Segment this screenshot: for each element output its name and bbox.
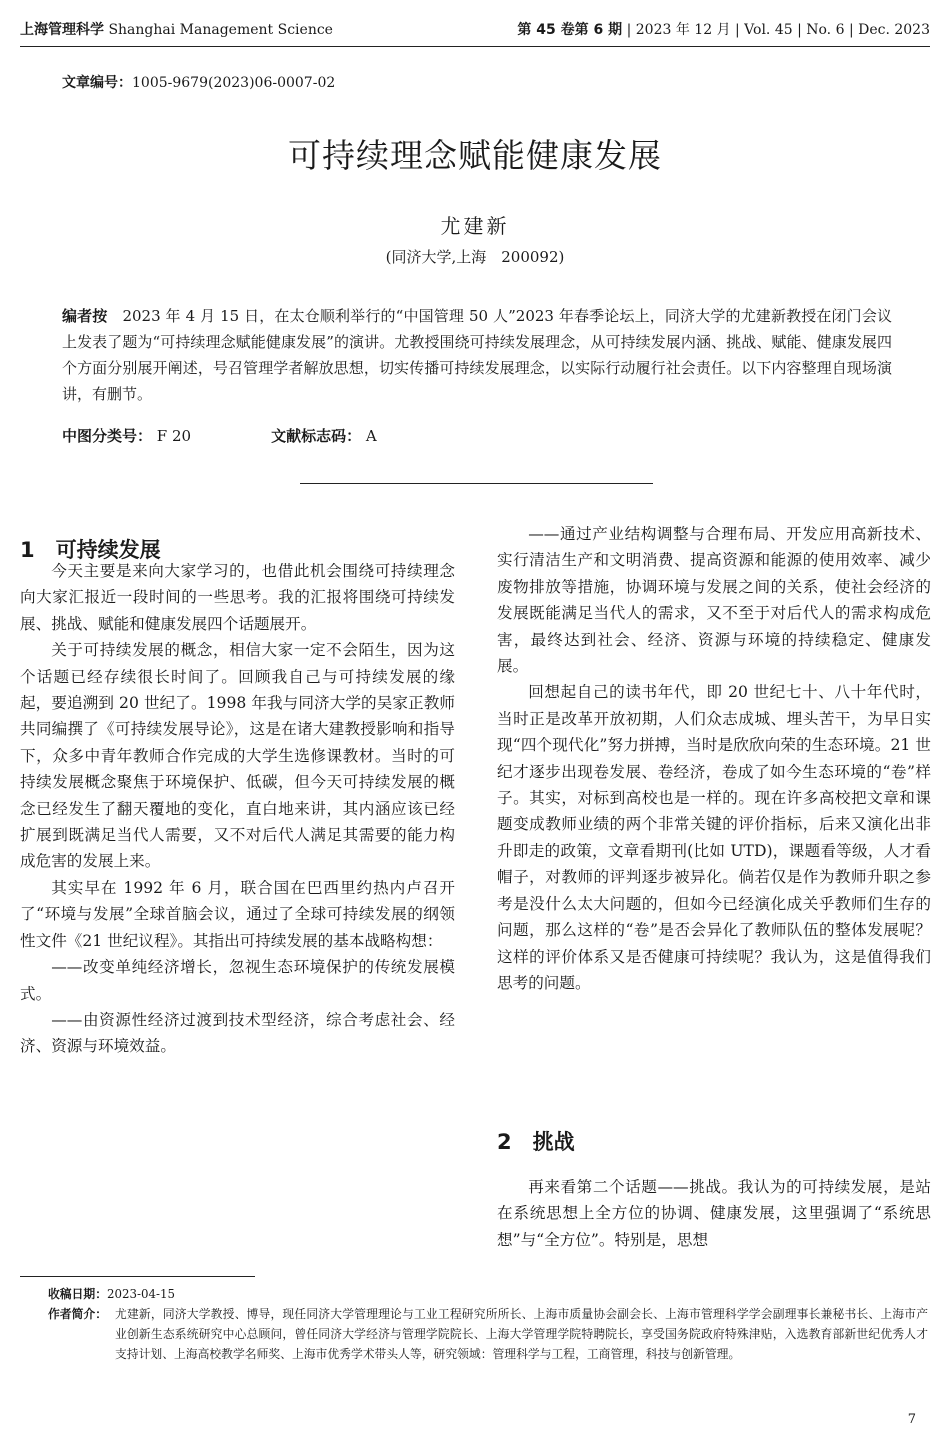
- editor-note-text: 2023 年 4 月 15 日，在太仓顺利举行的“中国管理 50 人”2023 年春季论坛上，同济大学的尤建新教授在闭门会议上发表了题为“可持续理念赋能健康发展”的演讲。尤教授围绕可持续发展理念，从可持续发展内涵、挑战、赋能、健康发展四个方面分别展开阐述，号召管理学者解放思想，切实传播可持续发展理念，以实际行动履行社会责任。以下内容整理自现场演讲，有删节。: [62, 307, 892, 403]
- section-2-heading: 2 挑战: [497, 1130, 575, 1154]
- paragraph: ——通过产业结构调整与合理布局、开发应用高新技术、实行清洁生产和文明消费、提高资源和能源的使用效率、减少废物排放等措施，协调环境与发展之间的关系，使社会经济的发展既能满足当代人的需求，又不至于对后代人的需求构成危害，最终达到社会、经济、资源与环境的持续稳定、健康发展。: [497, 525, 931, 676]
- author-name: 尤建新: [440, 214, 510, 238]
- journal-name-cn: 上海管理科学: [20, 22, 104, 38]
- paragraph: ——由资源性经济过渡到技术型经济，综合考虑社会、经济、资源与环境效益。: [20, 1010, 455, 1056]
- author-bio-text: 尤建新，同济大学教授、博导，现任同济大学管理理论与工业工程研究所所长、上海市质量协会副会长、上海市管理科学学会副理事长兼秘书长、上海市产业创新生态系统研究中心总顾问，曾任同济大学经济与管理学院院长、上海大学管理学院特聘院长，享受国务院政府特殊津贴，入选教育部新世纪优秀人才支持计划、上海高校教学名师奖、上海市优秀学术带头人等，研究领域：管理科学与工程，工商管理，科技与创新管理。: [115, 1307, 928, 1361]
- paragraph: 今天主要是来向大家学习的，也借此机会围绕可持续理念向大家汇报近一段时间的一些思考。我的汇报将围绕可持续发展、挑战、赋能和健康发展四个话题展开。: [20, 562, 455, 633]
- paragraph: 回想起自己的读书年代，即 20 世纪七十、八十年代时，当时正是改革开放初期，人们众志成城、埋头苦干，为早日实现“四个现代化”努力拼搏，当时是欣欣向荣的生态环境。21 世纪才逐步出现卷发展、卷经济，卷成了如今生态环境的“卷”样子。其实，对标到高校也是一样的。现在许多高校把文章和课题变成教师业绩的两个非常关键的评价指标，后来又演化出非升即走的政策，文章看期刊(比如 UTD)，课题看等级，人才看帽子，对教师的评判逐步被异化。倘若仅是作为教师升职之参考是没什么太大问题的，但如今已经演化成关乎教师们生存的问题，那么这样的“卷”是否会异化了教师队伍的整体发展呢？这样的评价体系又是否健康可持续呢？我认为，这是值得我们思考的问题。: [497, 683, 931, 992]
- doc-code-value: A: [365, 427, 377, 445]
- issue-volume-cn: 第 45 卷第 6 期: [517, 22, 623, 38]
- paragraph: ——改变单纯经济增长，忽视生态环境保护的传统发展模式。: [20, 958, 455, 1003]
- paragraph: 其实早在 1992 年 6 月，联合国在巴西里约热内卢召开了“环境与发展”全球首脑会议，通过了全球可持续发展的纲领性文件《21 世纪议程》。其指出可持续发展的基本战略构想：: [20, 878, 455, 950]
- author-bio-label: 作者简介：: [48, 1307, 107, 1321]
- received-date: [48, 1284, 928, 1304]
- section-1-heading: 1 可持续发展: [20, 538, 161, 562]
- running-header-issue: [517, 19, 930, 39]
- clc-value: F 20: [156, 427, 192, 445]
- article-number: [62, 72, 335, 92]
- received-date-value: 2023-04-15: [107, 1287, 176, 1301]
- footnote-rule: [20, 1276, 255, 1277]
- article-number-label: 文章编号：: [62, 75, 132, 91]
- left-column: [20, 558, 455, 1060]
- editor-note: [62, 303, 892, 407]
- header-rule: [20, 46, 930, 47]
- clc-label: 中图分类号：: [62, 427, 153, 445]
- issue-details: | 2023 年 12 月 | Vol. 45 | No. 6 | Dec. 2023: [626, 22, 930, 38]
- page-number: 7: [907, 1412, 916, 1427]
- running-header-journal: [20, 19, 333, 39]
- author-bio: [48, 1304, 928, 1364]
- article-title: 可持续理念赋能健康发展: [288, 136, 662, 175]
- separator-rule: [300, 483, 653, 484]
- article-number-value: 1005-9679(2023)06-0007-02: [132, 75, 336, 91]
- section-2-body: [497, 1174, 931, 1253]
- paragraph: 关于可持续发展的概念，相信大家一定不会陌生，因为这个话题已经存续很长时间了。回顾我自己与可持续发展的缘起，要追溯到 20 世纪了。1998 年我与同济大学的吴家正教师共同编撰了《可持续发展导论》，这是在诸大建教授影响和指导下，众多中青年教师合作完成的大学生选修课教材。当时的可持续发展概念聚焦于环境保护、低碳，但今天可持续发展的概念已经发生了翻天覆地的变化，直白地来讲，其内涵应该已经扩展到既满足当代人需要，又不对后代人满足其需要的能力构成危害的发展上来。: [20, 641, 455, 871]
- doc-code-label: 文献标志码：: [271, 427, 362, 445]
- paragraph: 再来看第二个话题——挑战。我认为的可持续发展，是站在系统思想上全方位的协调、健康发展，这里强调了“系统思想”与“全方位”。特别是，思想: [497, 1178, 931, 1249]
- right-column: [497, 521, 931, 996]
- received-date-label: 收稿日期：: [48, 1287, 107, 1301]
- journal-name-en: Shanghai Management Science: [108, 22, 333, 38]
- editor-note-label: 编者按: [62, 307, 108, 325]
- author-affiliation: (同济大学,上海 200092): [385, 248, 565, 266]
- classification-line: [62, 425, 377, 446]
